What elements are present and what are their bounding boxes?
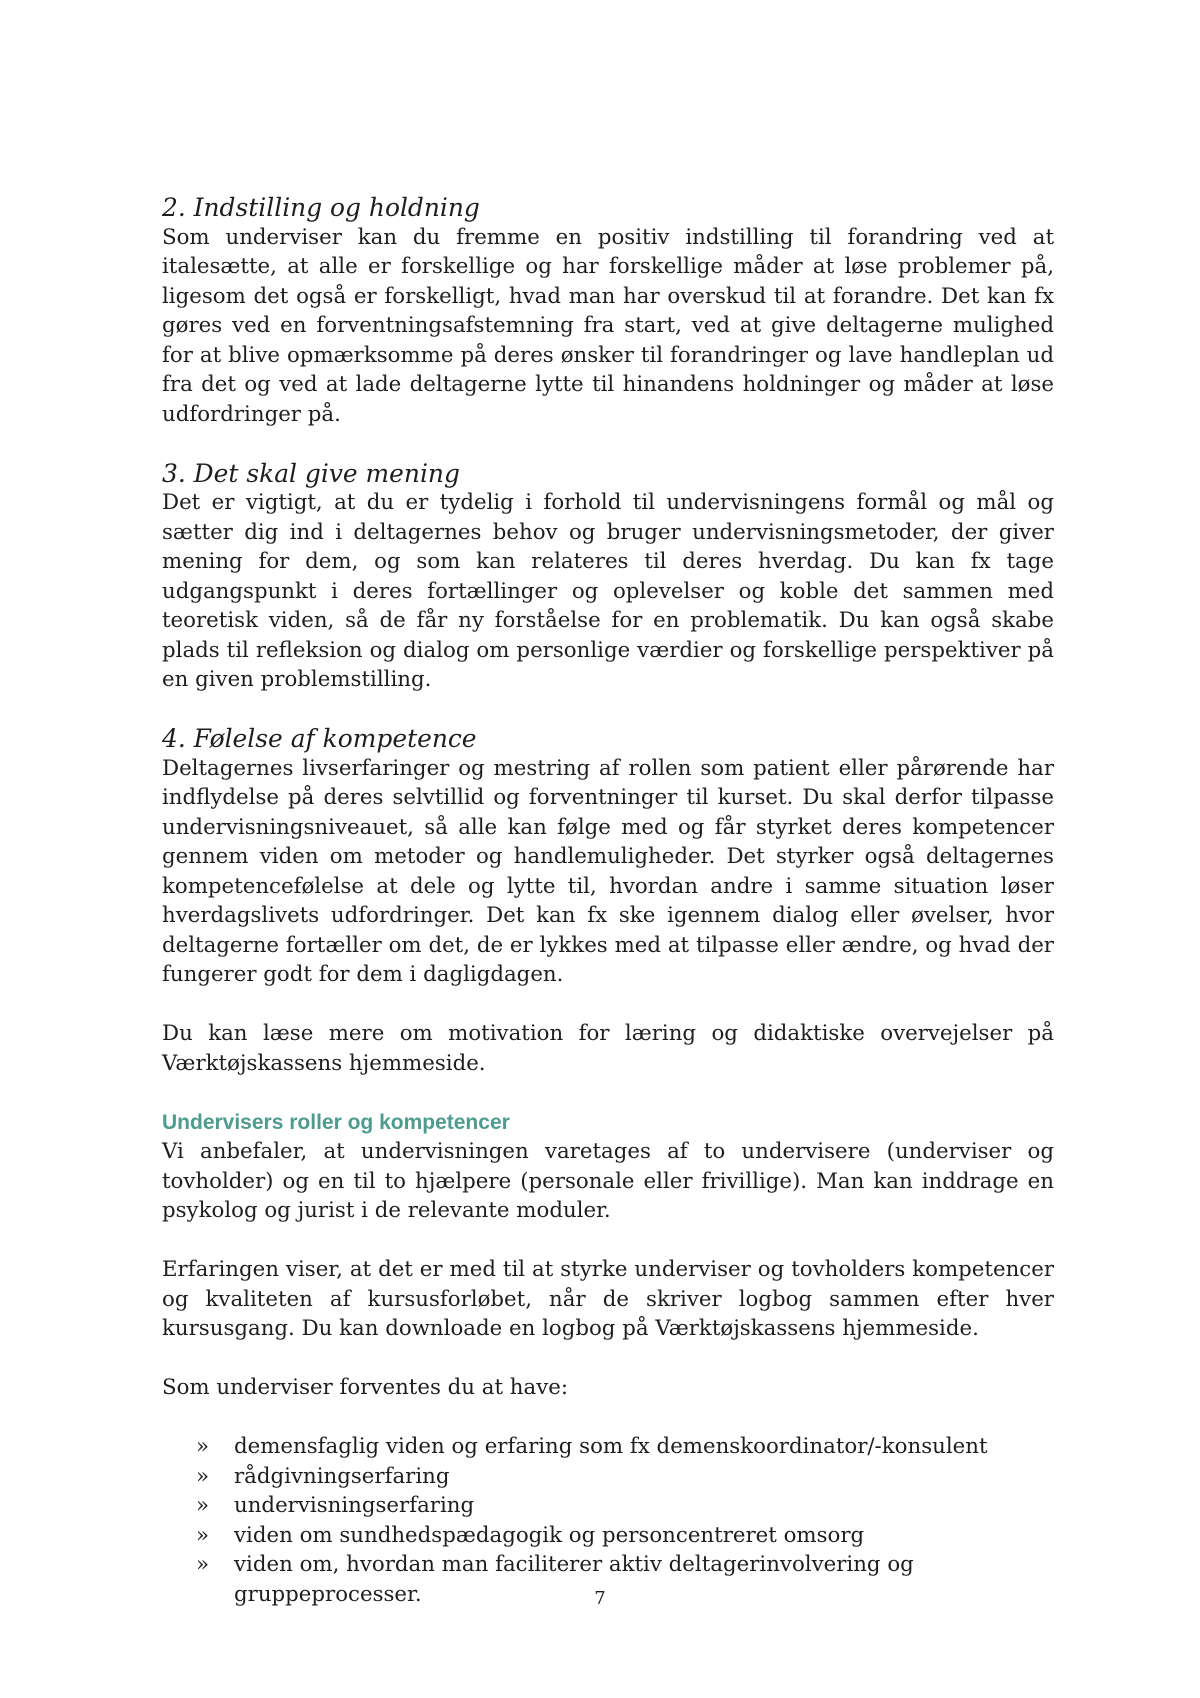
bullet-icon: » [196,1552,210,1577]
list-item [196,1462,1054,1492]
spacer [162,990,1054,1020]
roles-paragraph-2: Erfaringen viser, at det er med til at styrke underviser og tovholders kompetencer og kvaliteten af kursusforløbet, når de skriver logbog sammen efter hver kursusgang. Du kan downloade en logbog på Værktøjskassens hjemmeside. [162,1257,1054,1341]
bullet-icon: » [196,1434,210,1459]
section-kompetence [162,724,1054,990]
section-paragraph: Deltagernes livserfaringer og mestring af rollen som patient eller pårørende har indflydelse på deres selvtillid og forventninger til kurset. Du skal derfor tilpasse undervisningsniveauet, så alle kan følge med og får styrket deres kompetencer gennem viden om metoder og handlemuligheder. Det styrker også deltagernes kompetencefølelse at dele og lytte til, hvordan andre i samme situation løser hverdagslivets udfordringer. Det kan fx ske igennem dialog eller øvelser, hvor deltagerne fortæller om det, de er lykkes med at tilpasse eller ændre, og hvad der fungerer godt for dem i dagligdagen. [162,755,1054,987]
list-item [196,1432,1054,1462]
spacer [162,695,1054,725]
list-intro: Som underviser forventes du at have: [162,1375,569,1400]
page-body [162,193,1054,1609]
section-heading: 4. Følelse af kompetence [162,724,477,753]
bullet-icon: » [196,1522,210,1548]
bullet-icon: » [196,1463,210,1489]
roles-heading: Undervisers roller og kompetencer [162,1110,510,1134]
competence-list [162,1432,1054,1609]
spacer [162,429,1054,459]
spacer [162,1344,1054,1374]
section-heading: 3. Det skal give mening [162,458,460,488]
read-more-paragraph: Du kan læse mere om motivation for læring og didaktiske overvejelser på Værktøjskassens hjemmeside. [162,1021,1054,1076]
list-item [196,1521,1054,1551]
section-indstilling [162,193,1054,429]
bullet-icon: » [196,1493,210,1518]
list-item-text: viden om sundhedspædagogik og personcentreret omsorg [234,1522,865,1548]
list-item-text: rådgivningserfaring [234,1463,450,1489]
section-mening [162,459,1054,695]
roles-paragraph-1: Vi anbefaler, at undervisningen varetages af to undervisere (underviser og tovholder) og en til to hjælpere (personale eller frivillige). Man kan inddrage en psykolog og jurist i de relevante moduler. [162,1139,1054,1223]
list-item [196,1491,1054,1521]
list-item-text: viden om, hvordan man faciliterer aktiv deltagerinvolvering og gruppeprocesser. [234,1552,914,1607]
list-item-text: undervisningserfaring [234,1493,475,1518]
spacer [162,1078,1054,1108]
section-paragraph: Det er vigtigt, at du er tydelig i forhold til undervisningens formål og mål og sætter dig ind i deltagernes behov og bruger undervisningsmetoder, der giver mening for dem, og som kan relateres til deres hverdag. Du kan fx tage udgangspunkt i deres fortællinger og oplevelser og koble det sammen med teoretisk viden, så de får ny forståelse for en problematik. Du kan også skabe plads til refleksion og dialog om personlige værdier og forskellige perspektiver på en given problemstilling. [162,490,1054,692]
spacer [162,1403,1054,1433]
section-roles [162,1108,1054,1610]
section-paragraph: Som underviser kan du fremme en positiv indstilling til forandring ved at italesætte, at alle er forskellige og har forskellige måder at løse problemer på, ligesom det også er forskelligt, hvad man har overskud til at forandre. Det kan fx gøres ved en forventningsafstemning fra start, ved at give deltagerne mulighed for at blive opmærksomme på deres ønsker til forandringer og lave handleplan ud fra det og ved at lade deltagerne lytte til hinandens holdninger og måder at løse udfordringer på. [162,224,1054,427]
list-item-text: demensfaglig viden og erfaring som fx demenskoordinator/-konsulent [234,1434,988,1459]
page-number: 7 [594,1588,606,1609]
spacer [162,1226,1054,1256]
section-heading: 2. Indstilling og holdning [162,193,480,222]
